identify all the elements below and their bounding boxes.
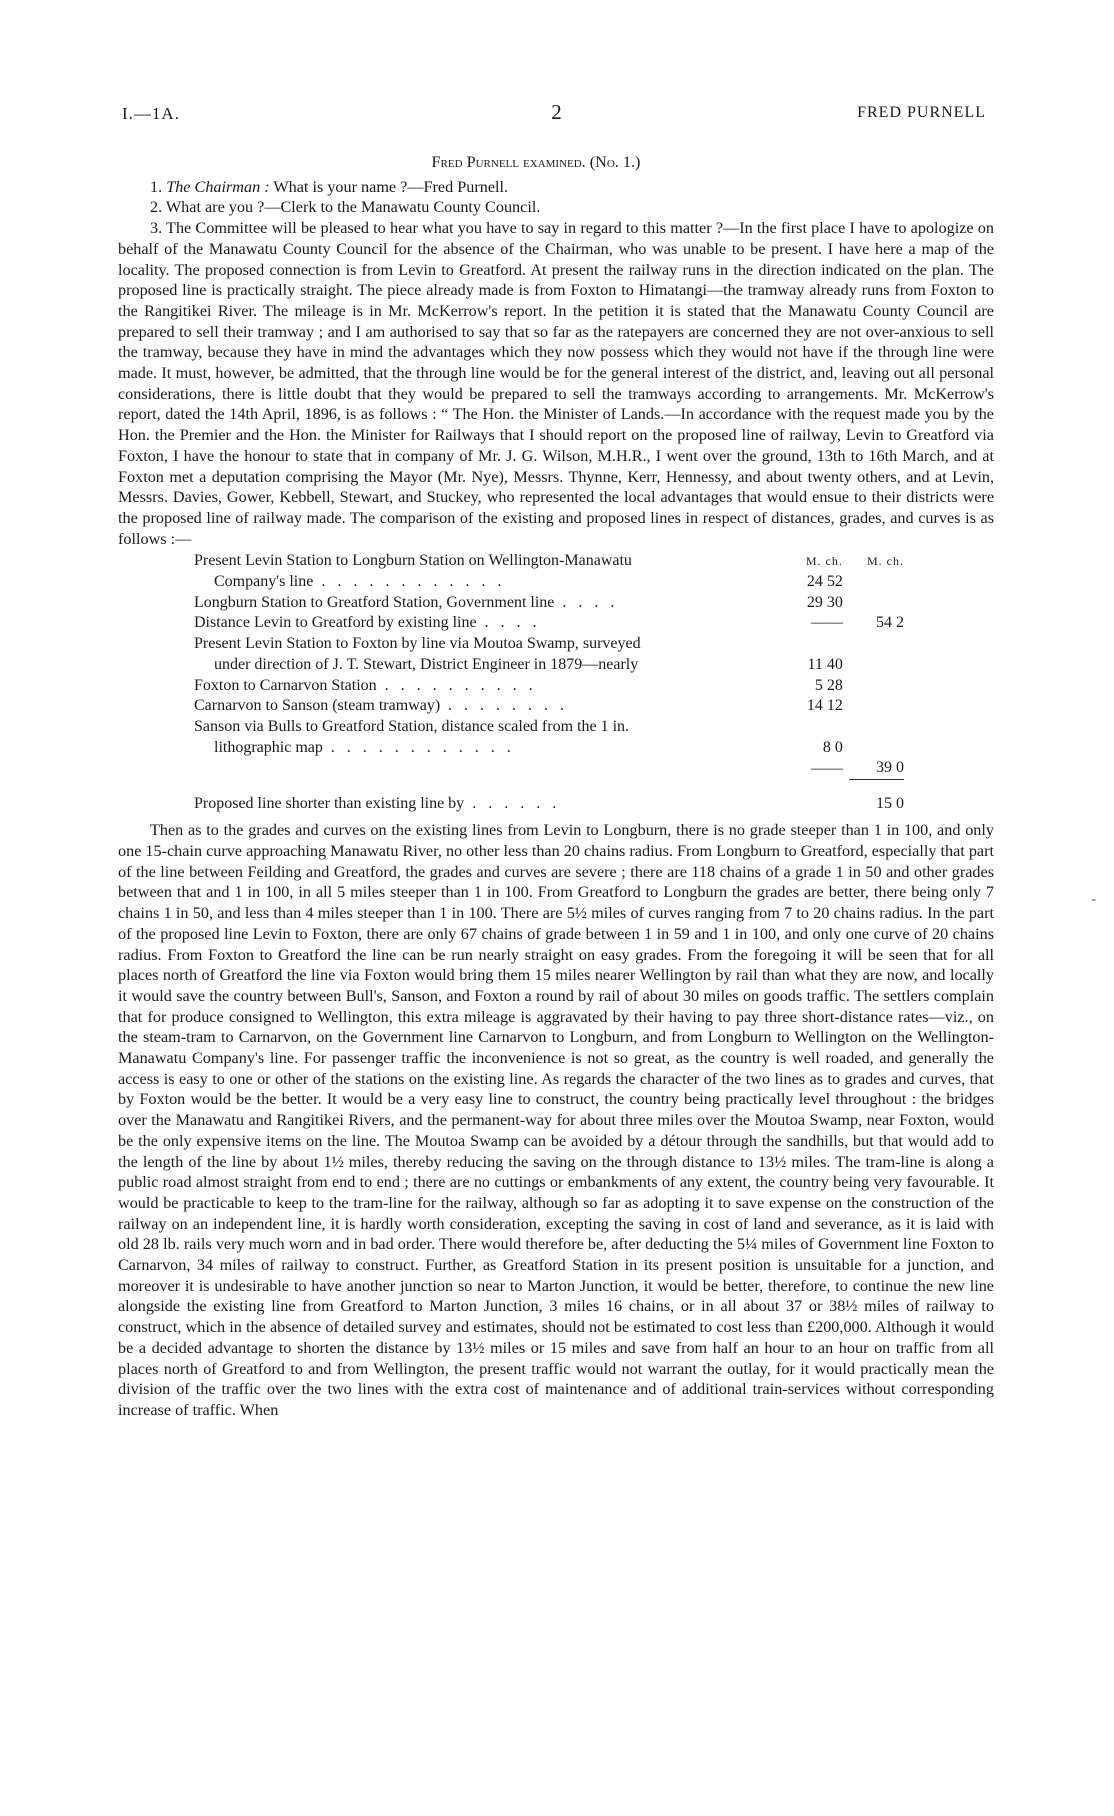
table-cell-miles-chains xyxy=(788,717,849,738)
table-cell-desc xyxy=(194,613,788,634)
table-cell-total xyxy=(849,593,904,614)
margin-mark: - xyxy=(1091,892,1096,907)
table-row xyxy=(194,696,904,717)
table-cell-miles-chains: 29 30 xyxy=(806,593,843,611)
table-row xyxy=(194,593,904,614)
table-cell-total: 39 0 xyxy=(876,759,904,777)
table-cell-desc xyxy=(194,696,788,717)
table-cell-desc: Present Levin Station to Longburn Station on Wellington-Manawatu xyxy=(194,552,632,570)
leader-dots: . . . . . . . . xyxy=(440,697,569,715)
table-cell-total xyxy=(849,696,904,717)
leader-dots: . . . . . . . . . . xyxy=(376,676,537,694)
table-total-row xyxy=(194,794,904,815)
section-heading: Fred Purnell examined. (No. 1.) xyxy=(431,153,641,171)
table-cell-desc xyxy=(194,738,788,759)
table-cell-miles-chains: 5 28 xyxy=(814,676,843,694)
table-row xyxy=(194,572,904,593)
distance-table xyxy=(194,551,904,814)
row-label: lithographic map xyxy=(214,738,323,756)
row-label: Carnarvon to Sanson (steam tramway) xyxy=(194,697,441,715)
table-cell-desc xyxy=(194,593,788,614)
table-cell-total: 15 0 xyxy=(876,794,904,812)
table-cell-total xyxy=(849,655,904,676)
row-label: Company's line xyxy=(214,573,314,591)
table-row xyxy=(194,634,904,655)
table-cell-miles-chains xyxy=(788,794,849,815)
table-cell-desc xyxy=(194,794,788,815)
table-cell-total xyxy=(849,634,904,655)
question-3: 3. The Committee will be pleased to hear what you have to say in regard to this matter ?—In the first place I have to apologize on behalf of the Manawatu County Council for the absence of the Chairman, who was unable to be present. I have here a map of the locality. The proposed connection is from Levin to Greatford. At present the railway runs in the direction indicated on the plan. The proposed line is practically straight. The piece already made is from Foxton to Himatangi—the tramway already runs from Foxton to the Rangitikei River. The mileage is in Mr. McKerrow's report. In the petition it is stated that the Manawatu County Council are prepared to sell their tramway ; and I am authorised to say that so far as the ratepayers are concerned they are not over-anxious to sell the tramway, because they have in mind the advantages which they now possess which they would not have if the through line were made. It must, however, be admitted, that the through line would be for the general interest of the district, and, leaving out all personal considerations, there is little doubt that they would be prepared to sell the tramways according to arrangements. Mr. McKerrow's report, dated the 14th April, 1896, is as follows : “ The Hon. the Minister of Lands.—In accordance with the request made you by the Hon. the Premier and the Hon. the Minister for Railways that I should report on the proposed line of railway, Levin to Greatford via Foxton, I have the honour to state that in company of Mr. J. G. Wilson, M.H.R., I went over the ground, 13th to 16th March, and at Foxton met a deputation comprising the Mayor (Mr. Nye), Messrs. Thynne, Kerr, Hennessy, and about twenty others, and at Levin, Messrs. Davies, Gower, Kebbell, Stewart, and Stuckey, who represented the local advantages that would ensue to their districts were the proposed line of railway made. The comparison of the existing and proposed lines in respect of distances, grades, and curves is as follows :— xyxy=(118,219,994,548)
table-row xyxy=(194,655,904,676)
paragraph-grades: Then as to the grades and curves on the existing lines from Levin to Longburn, there is no grade steeper than 1 in 100, and only one 15-chain curve approaching Manawatu River, no other less than 20 chains radius. From Longburn to Greatford, especially that part of the line between Feilding and Greatford, the grades and curves are severe ; there are 118 chains of a grade 1 in 50 and other grades between that and 1 in 100, in all 5 miles steeper than 1 in 100. From Greatford to Longburn the grades are better, there being only 7 chains 1 in 50, and less than 4 miles steeper than 1 in 100. There are 5½ miles of curves ranging from 7 to 20 chains radius. In the part of the proposed line Levin to Foxton, there are only 67 chains of grade between 1 in 59 and 1 in 100, and only one curve of 20 chains radius. From Foxton to Greatford the line can be run nearly straight on easy grades. From the foregoing it will be seen that for all places north of Greatford the line via Foxton would bring them 15 miles nearer Wellington by rail than what they are now, and locally it would save the country between Bull's, Sanson, and Foxton a round by rail of about 30 miles on goods traffic. The settlers complain that for produce consigned to Wellington, this extra mileage is aggravated by their having to pay three short-distance rates—viz., on the steam-tram to Carnarvon, on the Government line Carnarvon to Longburn, and from Longburn to Wellington on the Wellington-Manawatu Company's line. For passenger traffic the inconvenience is not so great, as the country is well roaded, and generally the access is easy to one or other of the stations on the existing line. As regards the character of the two lines as to grades and curves, that by Foxton would be the better. It would be a very easy line to construct, the country being practically level throughout : the bridges over the Manawatu and Rangitikei Rivers, and the permanent-way for about three miles over the Moutoa Swamp, near Foxton, would be the only expensive items on the line. The Moutoa Swamp can be avoided by a détour through the sandhills, but that would add to the length of the line by about 1½ miles, thereby reducing the saving on the through distance to 13½ miles. The tram-line is along a public road almost straight from end to end ; there are no cuttings or embankments of any extent, the country being very favourable. It would be practicable to keep to the tram-line for the railway, although so far as adopting it to save expense on the construction of the railway on an independent line, it is hardly worth consideration, excepting the saving in cost of land and severance, as it is laid with old 28 lb. rails very much worn and in bad order. There would therefore be, after deducting the 5¼ miles of Government line Foxton to Carnarvon, 34 miles of railway to construct. Further, as Greatford Station in its present position is unsuitable for a junction, and moreover it is undesirable to have another junction so near to Marton Junction, it would be better, therefore, to continue the new line alongside the existing line from Greatford to Marton Junction, 3 miles 16 chains, or in all about 37 or 38½ miles of railway to construct, which in the absence of detailed survey and estimates, should not be estimated to cost less than £200,000. Although it would be a decided advantage to shorten the distance by 13½ miles or 15 miles and save from half an hour to an hour on traffic from all places north of Greatford to and from Wellington, the present traffic would not warrant the outlay, for it would practically mean the division of the traffic over the two lines with the extra cost of maintenance and of additional train-services without corresponding increase of traffic. When xyxy=(118,821,994,1419)
leader-dots: . . . . xyxy=(476,614,541,632)
table-row xyxy=(194,676,904,697)
table-cell-desc xyxy=(194,758,788,779)
table-cell-miles-chains: —— xyxy=(810,759,843,777)
table-cell-miles-chains: 14 12 xyxy=(806,697,843,715)
table-cell-total xyxy=(849,738,904,759)
table-cell-total xyxy=(849,676,904,697)
body-text xyxy=(118,152,994,1421)
leader-dots: . . . . . . xyxy=(464,794,561,812)
table-row xyxy=(194,758,904,779)
table-cell-desc xyxy=(194,572,788,593)
leader-dots: . . . . . . . . . . . . xyxy=(322,738,515,756)
table-cell-miles-chains xyxy=(788,634,849,655)
question-1-speaker: The Chairman : xyxy=(166,177,270,196)
question-1-text: What is your name ?—Fred Purnell. xyxy=(269,177,509,196)
table-cell-miles-chains: 24 52 xyxy=(806,573,843,591)
table-spacer xyxy=(194,780,904,794)
row-label: Foxton to Carnarvon Station xyxy=(194,676,377,694)
question-2: 2. What are you ?—Clerk to the Manawatu County Council. xyxy=(150,198,541,217)
question-1-number: 1. xyxy=(150,177,163,196)
leader-dots: . . . . xyxy=(554,593,619,611)
table-row xyxy=(194,613,904,634)
running-head xyxy=(120,100,994,130)
table-cell-total xyxy=(849,572,904,593)
table-cell-miles-chains: 11 40 xyxy=(807,655,843,673)
running-head-right: FRED PURNELL xyxy=(857,104,986,121)
table-row xyxy=(194,738,904,759)
row-label: Longburn Station to Greatford Station, Government line xyxy=(194,593,555,611)
table-cell-desc xyxy=(194,676,788,697)
leader-dots: . . . . . . . . . . . . xyxy=(313,573,506,591)
table-cell-total: 54 2 xyxy=(876,614,904,632)
table-cell-desc: under direction of J. T. Stewart, District Engineer in 1879—nearly xyxy=(214,655,639,673)
question-1 xyxy=(118,177,994,198)
page-number: 2 xyxy=(551,100,563,124)
table-cell-miles-chains: 8 0 xyxy=(822,738,843,756)
table-row xyxy=(194,717,904,738)
running-head-left: I.—1A. xyxy=(122,104,180,123)
table-cell-total xyxy=(849,717,904,738)
row-label: Proposed line shorter than existing line by xyxy=(194,794,465,812)
table-cell-miles-chains: M. ch. xyxy=(805,554,843,569)
table-cell-desc: Sanson via Bulls to Greatford Station, distance scaled from the 1 in. xyxy=(194,717,630,735)
table-cell-desc: Present Levin Station to Foxton by line via Moutoa Swamp, surveyed xyxy=(194,635,641,653)
table-row xyxy=(194,551,904,572)
row-label: Distance Levin to Greatford by existing line xyxy=(194,614,477,632)
table-cell-total: M. ch. xyxy=(867,554,904,569)
table-cell-miles-chains: —— xyxy=(810,614,843,632)
